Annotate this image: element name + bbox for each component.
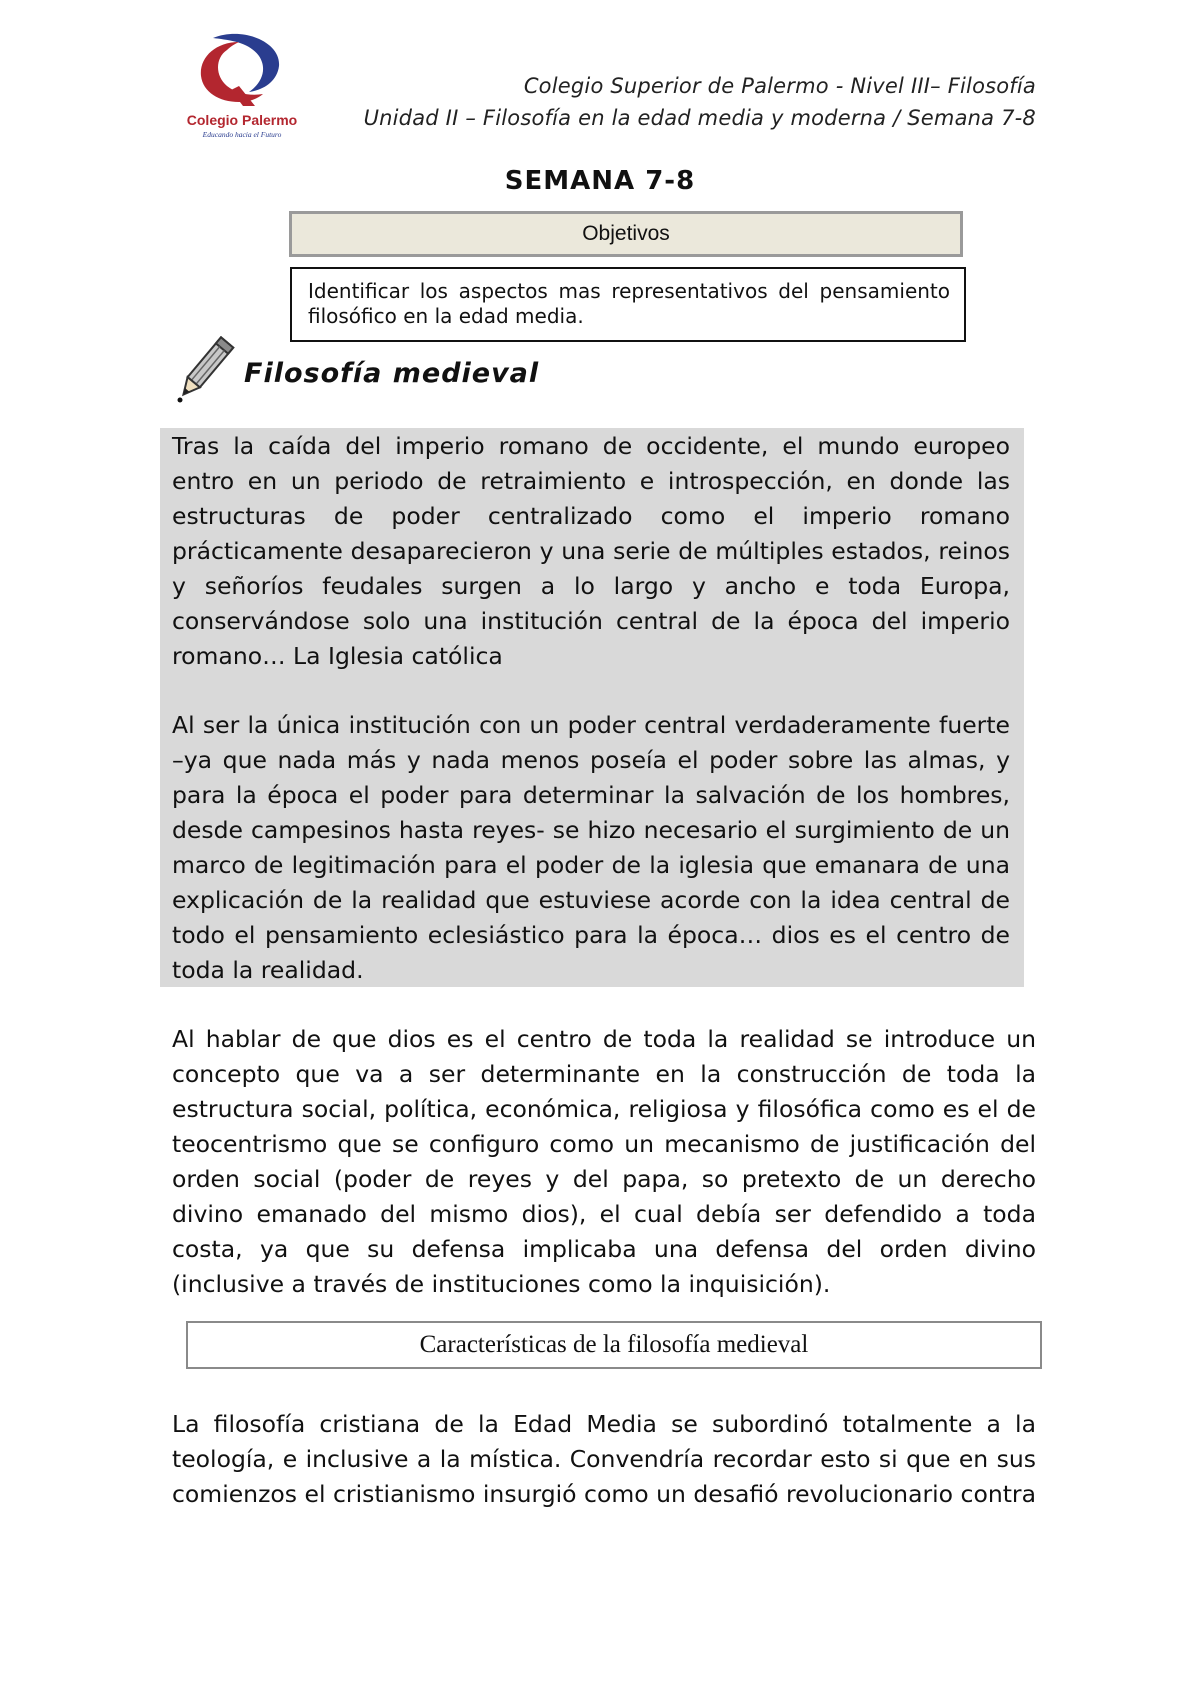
paragraph-1: Tras la caída del imperio romano de occidente, el mundo europeo entro en un periodo de retraimiento e introspección, en donde las estructuras de poder centralizado como el imperio romano prácticamente desaparecieron y una serie de múltiples estados, reinos y señoríos feudales surgen a lo largo y ancho e toda Europa, conservándose solo una institución central de la época del imperio romano… La Iglesia católica: [172, 432, 1010, 670]
objectives-text: Identificar los aspectos mas representativos del pensamiento filosófico en la edad media.: [290, 267, 966, 342]
pencil-icon: [168, 336, 240, 404]
paragraph-2: Al ser la única institución con un poder central verdaderamente fuerte –ya que nada más y nada menos poseía el poder sobre las almas, y para la época el poder para determinar la salvación de los hombres, desde campesinos hasta reyes- se hizo necesario el surgimiento de un marco de legitimación para el poder de la iglesia que emanara de una explicación de la realidad que estuviese acorde con la idea central de todo el pensamiento eclesiástico para la época… dios es el centro de toda la realidad.: [172, 711, 1010, 984]
logo-emblem-icon: [193, 32, 285, 108]
objectives-heading: Objetivos: [289, 211, 963, 257]
logo-tagline: Educando hacia el Futuro: [202, 130, 282, 139]
school-logo: [183, 32, 301, 140]
paragraph-4: La filosofía cristiana de la Edad Media se subordinó totalmente a la teología, e inclusive a la mística. Convendría recordar esto si que en sus comienzos el cristianismo insurgió como un desafió revolucionario contra: [172, 1410, 1036, 1508]
page-title: SEMANA 7-8: [504, 166, 696, 196]
characteristics-heading: Características de la filosofía medieval: [186, 1321, 1042, 1369]
header-school-line: Colegio Superior de Palermo - Nivel III– Filosofía: [523, 74, 1036, 98]
logo-name: Colegio Palermo: [186, 112, 298, 128]
section-title: Filosofía medieval: [244, 358, 540, 389]
header-unit-line: Unidad II – Filosofía en la edad media y moderna / Semana 7-8: [363, 106, 1036, 130]
paragraph-3: Al hablar de que dios es el centro de toda la realidad se introduce un concepto que va a ser determinante en la construcción de toda la estructura social, política, económica, religiosa y filosófica como es el de teocentrismo que se configuro como un mecanismo de justificación del orden social (poder de reyes y del papa, so pretexto de un derecho divino emanado del mismo dios), el cual debía ser defendido a toda costa, ya que su defensa implicaba una defensa del orden divino (inclusive a través de instituciones como la inquisición).: [172, 1025, 1036, 1298]
